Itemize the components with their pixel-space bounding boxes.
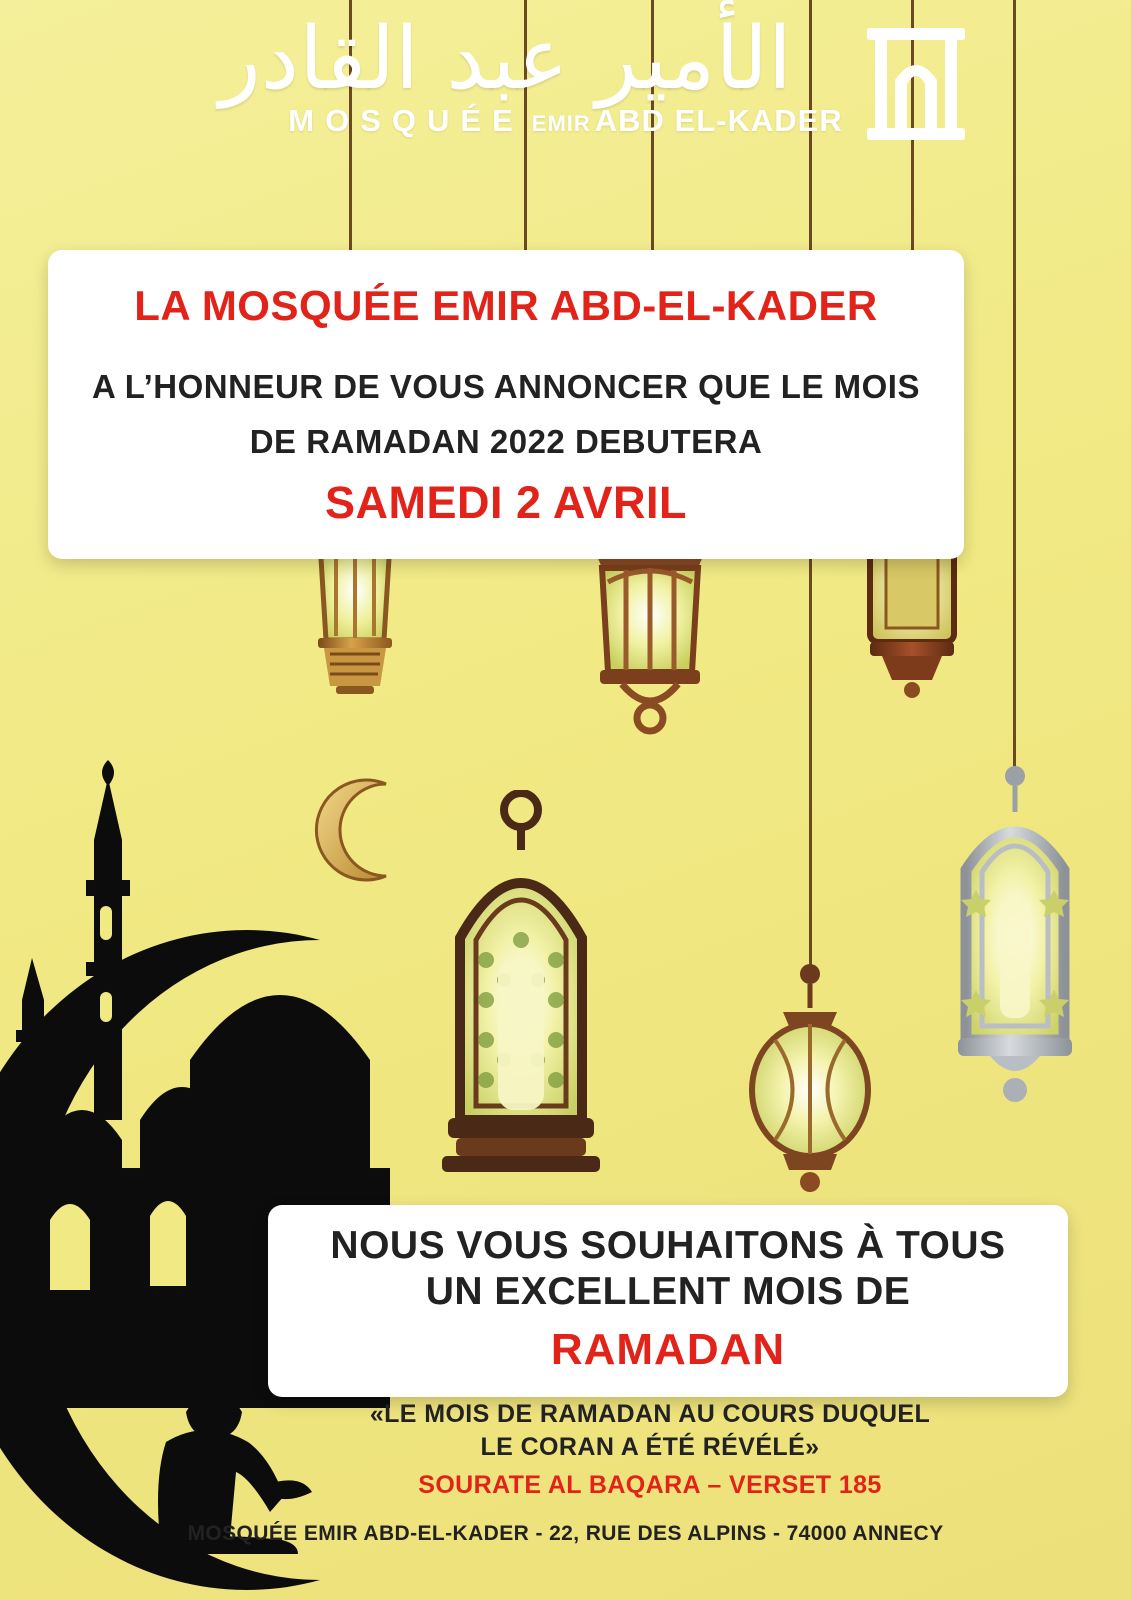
announcement-line-2: DE RAMADAN 2022 DEBUTERA	[249, 423, 763, 461]
logo-word-mosquee: MOSQUÉE	[288, 102, 524, 138]
quran-quote	[300, 1398, 1000, 1502]
lantern-round-right	[735, 960, 885, 1200]
wishes-word-ramadan: RAMADAN	[550, 1325, 786, 1375]
announcement-headline: LA MOSQUÉE EMIR ABD-EL-KADER	[134, 282, 878, 329]
logo-word-abdelkader: ABD EL-KADER	[594, 102, 843, 138]
lantern-silver-right	[930, 760, 1100, 1130]
mosque-arch-icon	[861, 24, 971, 144]
announcement-date: SAMEDI 2 AVRIL	[324, 476, 688, 528]
announcement-line-1: A L’HONNEUR DE VOUS ANNONCER QUE LE MOIS	[92, 368, 920, 405]
quote-source: SOURATE AL BAQARA – VERSET 185	[418, 1471, 882, 1499]
wishes-line-1: NOUS VOUS SOUHAITONS À TOUS	[330, 1224, 1006, 1267]
announcement-card	[48, 250, 964, 559]
quote-line-2: LE CORAN A ÉTÉ RÉVÉLÉ»	[480, 1432, 820, 1461]
logo-word-emir: EMIR	[531, 110, 591, 136]
lantern-ornate-center	[570, 522, 730, 772]
wishes-line-2: UN EXCELLENT MOIS DE	[425, 1270, 911, 1314]
quote-line-1: «LE MOIS DE RAMADAN AU COURS DUQUEL	[369, 1400, 931, 1428]
wishes-card	[268, 1205, 1068, 1397]
logo-arabic-name: الأمير عبد القادر	[219, 9, 792, 109]
footer-address: MOSQUÉE EMIR ABD-EL-KADER - 22, RUE DES ALPINS - 74000 ANNECY	[187, 1522, 944, 1545]
mosque-logo	[0, 10, 1131, 139]
